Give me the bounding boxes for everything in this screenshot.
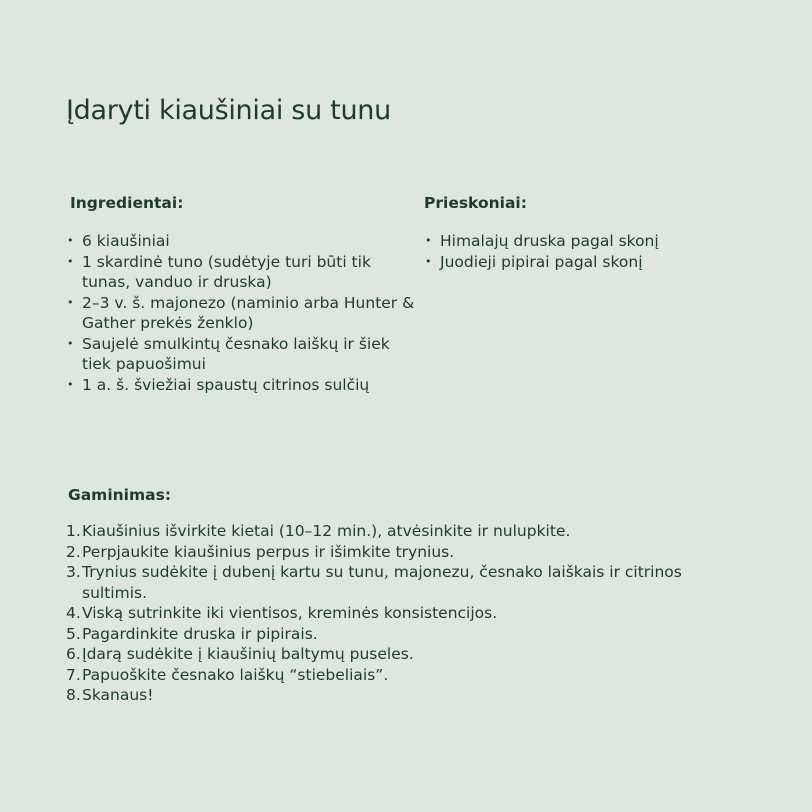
- step-number: 4.: [66, 604, 81, 622]
- ingredients-list: [67, 231, 422, 395]
- ingredient-item: • 1 skardinė tuno (sudėtyje turi būti tik tunas, vanduo ir druska): [67, 252, 422, 293]
- method-step: [66, 644, 726, 665]
- ingredient-item: • Saujelė smulkintų česnako laiškų ir šiek tiek papuošimui: [67, 334, 422, 375]
- method-step: [66, 562, 726, 603]
- step-text: Trynius sudėkite į dubenį kartu su tunu, majonezu, česnako laiškais ir citrinos sultimis.: [82, 563, 682, 602]
- step-text: Įdarą sudėkite į kiaušinių baltymų puseles.: [82, 645, 414, 663]
- step-number: 2.: [66, 542, 81, 561]
- step-text: Kiaušinius išvirkite kietai (10–12 min.), atvėsinkite ir nulupkite.: [82, 522, 571, 540]
- method-step: [66, 624, 726, 645]
- ingredient-item: • 1 a. š. šviežiai spaustų citrinos sulčių: [67, 375, 422, 396]
- ingredients-heading: Ingredientai:: [70, 194, 184, 212]
- spices-heading: Prieskoniai:: [424, 194, 527, 212]
- step-text: Pagardinkite druska ir pipirais.: [82, 624, 318, 643]
- step-number: 3.: [66, 563, 81, 581]
- method-step: [66, 665, 726, 686]
- spice-item: • Himalajų druska pagal skonį: [425, 231, 780, 252]
- page-title: Įdaryti kiaušiniai su tunu: [66, 95, 391, 126]
- step-number: 8.: [66, 686, 81, 704]
- step-text: Viską sutrinkite iki vientisos, kreminės konsistencijos.: [82, 604, 498, 622]
- step-number: 6.: [66, 645, 81, 663]
- method-steps-list: [66, 521, 726, 706]
- step-text: Skanaus!: [82, 686, 154, 704]
- step-number: 1.: [66, 522, 81, 540]
- method-step: [66, 603, 726, 624]
- method-step: [66, 542, 726, 563]
- ingredient-item: • 6 kiaušiniai: [67, 231, 422, 252]
- step-text: Papuoškite česnako laiškų “stiebeliais”.: [82, 665, 389, 684]
- method-step: [66, 521, 726, 542]
- spices-list: [425, 231, 780, 272]
- method-heading: Gaminimas:: [68, 486, 172, 504]
- spice-item: • Juodieji pipirai pagal skonį: [425, 252, 780, 273]
- step-text: Perpjaukite kiaušinius perpus ir išimkite trynius.: [82, 542, 455, 561]
- step-number: 5.: [66, 624, 81, 643]
- step-number: 7.: [66, 665, 81, 684]
- method-step: [66, 685, 726, 706]
- ingredient-item: • 2–3 v. š. majonezo (naminio arba Hunter & Gather prekės ženklo): [67, 293, 422, 334]
